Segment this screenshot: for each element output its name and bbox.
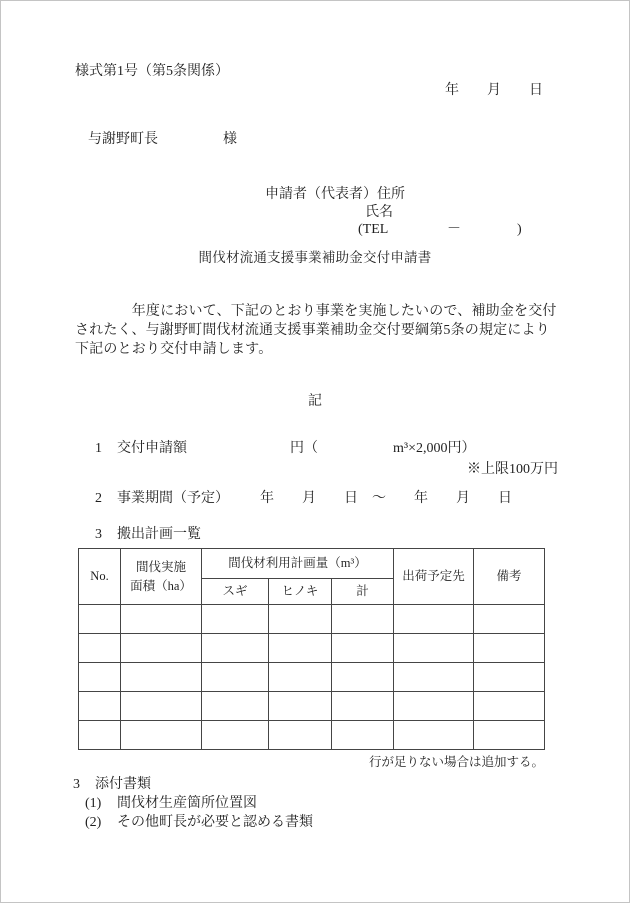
table-cell-empty: [79, 663, 121, 692]
table-cell-empty: [269, 605, 332, 634]
paragraph-line: されたく、与謝野町間伐材流通支援事業補助金交付要綱第5条の規定により: [75, 323, 550, 338]
table-cell-empty: [121, 634, 202, 663]
attachment-item-text: その他町長が必要と認める書類: [117, 815, 313, 830]
table-cell-empty: [79, 692, 121, 721]
table-cell-empty: [79, 721, 121, 750]
table-cell-empty: [474, 605, 545, 634]
table-cell-empty: [202, 663, 269, 692]
col-header-no: No.: [79, 549, 121, 605]
table-cell-empty: [394, 721, 474, 750]
col-header-thinning-area-line2: 面積（ha）: [130, 578, 192, 593]
table-cell-empty: [269, 692, 332, 721]
table-row: [79, 721, 545, 750]
table-cell-empty: [79, 634, 121, 663]
col-header-destination: 出荷予定先: [394, 549, 474, 605]
table-cell-empty: [474, 663, 545, 692]
table-cell-empty: [202, 721, 269, 750]
table-cell-empty: [394, 663, 474, 692]
document-title: 間伐材流通支援事業補助金交付申請書: [198, 250, 432, 265]
col-header-total: 計: [332, 579, 394, 605]
table-row: [79, 692, 545, 721]
attachments-heading-label: 添付書類: [95, 777, 151, 792]
project-period-number: 2: [95, 491, 102, 506]
paragraph-line: 年度において、下記のとおり事業を実施したいので、補助金を交付: [75, 304, 557, 319]
shipment-plan-table: [78, 548, 545, 750]
tel-open-paren: (TEL: [358, 222, 389, 237]
col-header-remarks: 備考: [474, 549, 545, 605]
form-number: 様式第1号（第5条関係）: [75, 64, 229, 79]
application-amount-yen-open: 円（: [290, 441, 318, 456]
table-cell-empty: [269, 634, 332, 663]
application-amount-cap-note: ※上限100万円: [467, 462, 558, 477]
applicant-address-label: 申請者（代表者）住所: [265, 187, 405, 202]
table-cell-empty: [121, 605, 202, 634]
table-cell-empty: [394, 692, 474, 721]
table-cell-empty: [474, 721, 545, 750]
table-cell-empty: [202, 692, 269, 721]
table-cell-empty: [269, 721, 332, 750]
table-cell-empty: [394, 634, 474, 663]
shipment-plan-heading-number: 3: [95, 527, 102, 542]
issue-date-line: 年 月 日: [445, 83, 543, 98]
col-header-thinning-area-line1: 間伐実施: [135, 560, 186, 575]
table-cell-empty: [121, 663, 202, 692]
col-header-sugi: スギ: [202, 579, 269, 605]
table-cell-empty: [474, 634, 545, 663]
applicant-name-label: 氏名: [365, 205, 393, 220]
table-row: [79, 634, 545, 663]
tel-dash: －: [447, 222, 461, 237]
shipment-plan-heading-label: 搬出計画一覧: [117, 527, 201, 542]
addressee-name: 与謝野町長: [88, 132, 158, 147]
attachment-item-number: (2): [85, 815, 102, 830]
application-amount-label: 交付申請額: [117, 441, 187, 456]
table-cell-empty: [121, 692, 202, 721]
col-header-plan-volume: 間伐材利用計画量（m³）: [202, 549, 394, 579]
table-cell-empty: [474, 692, 545, 721]
table-cell-empty: [79, 605, 121, 634]
table-cell-empty: [332, 663, 394, 692]
attachment-item-number: (1): [85, 796, 102, 811]
table-note: 行が足りない場合は追加する。: [368, 755, 544, 769]
table-cell-empty: [332, 721, 394, 750]
record-mark: 記: [308, 394, 322, 409]
table-cell-empty: [332, 692, 394, 721]
table-cell-empty: [394, 605, 474, 634]
table-cell-empty: [202, 605, 269, 634]
application-amount-formula: m³×2,000円）: [393, 441, 476, 456]
col-header-hinoki: ヒノキ: [269, 579, 332, 605]
addressee-honorific: 様: [223, 132, 237, 147]
table-row: [79, 663, 545, 692]
application-amount-number: 1: [95, 441, 102, 456]
table-row: [79, 605, 545, 634]
table-cell-empty: [332, 634, 394, 663]
table-cell-empty: [202, 634, 269, 663]
attachment-item-text: 間伐材生産箇所位置図: [117, 796, 257, 811]
tel-close-paren: ): [517, 222, 522, 237]
attachments-heading-number: 3: [73, 777, 80, 792]
project-period-label: 事業期間（予定）: [117, 491, 229, 506]
table-cell-empty: [121, 721, 202, 750]
col-header-thinning-area: [121, 549, 202, 605]
table-cell-empty: [269, 663, 332, 692]
project-period-fields: 年 月 日 ～ 年 月 日: [260, 491, 512, 506]
table-cell-empty: [332, 605, 394, 634]
paragraph-line: 下記のとおり交付申請します。: [75, 342, 273, 357]
